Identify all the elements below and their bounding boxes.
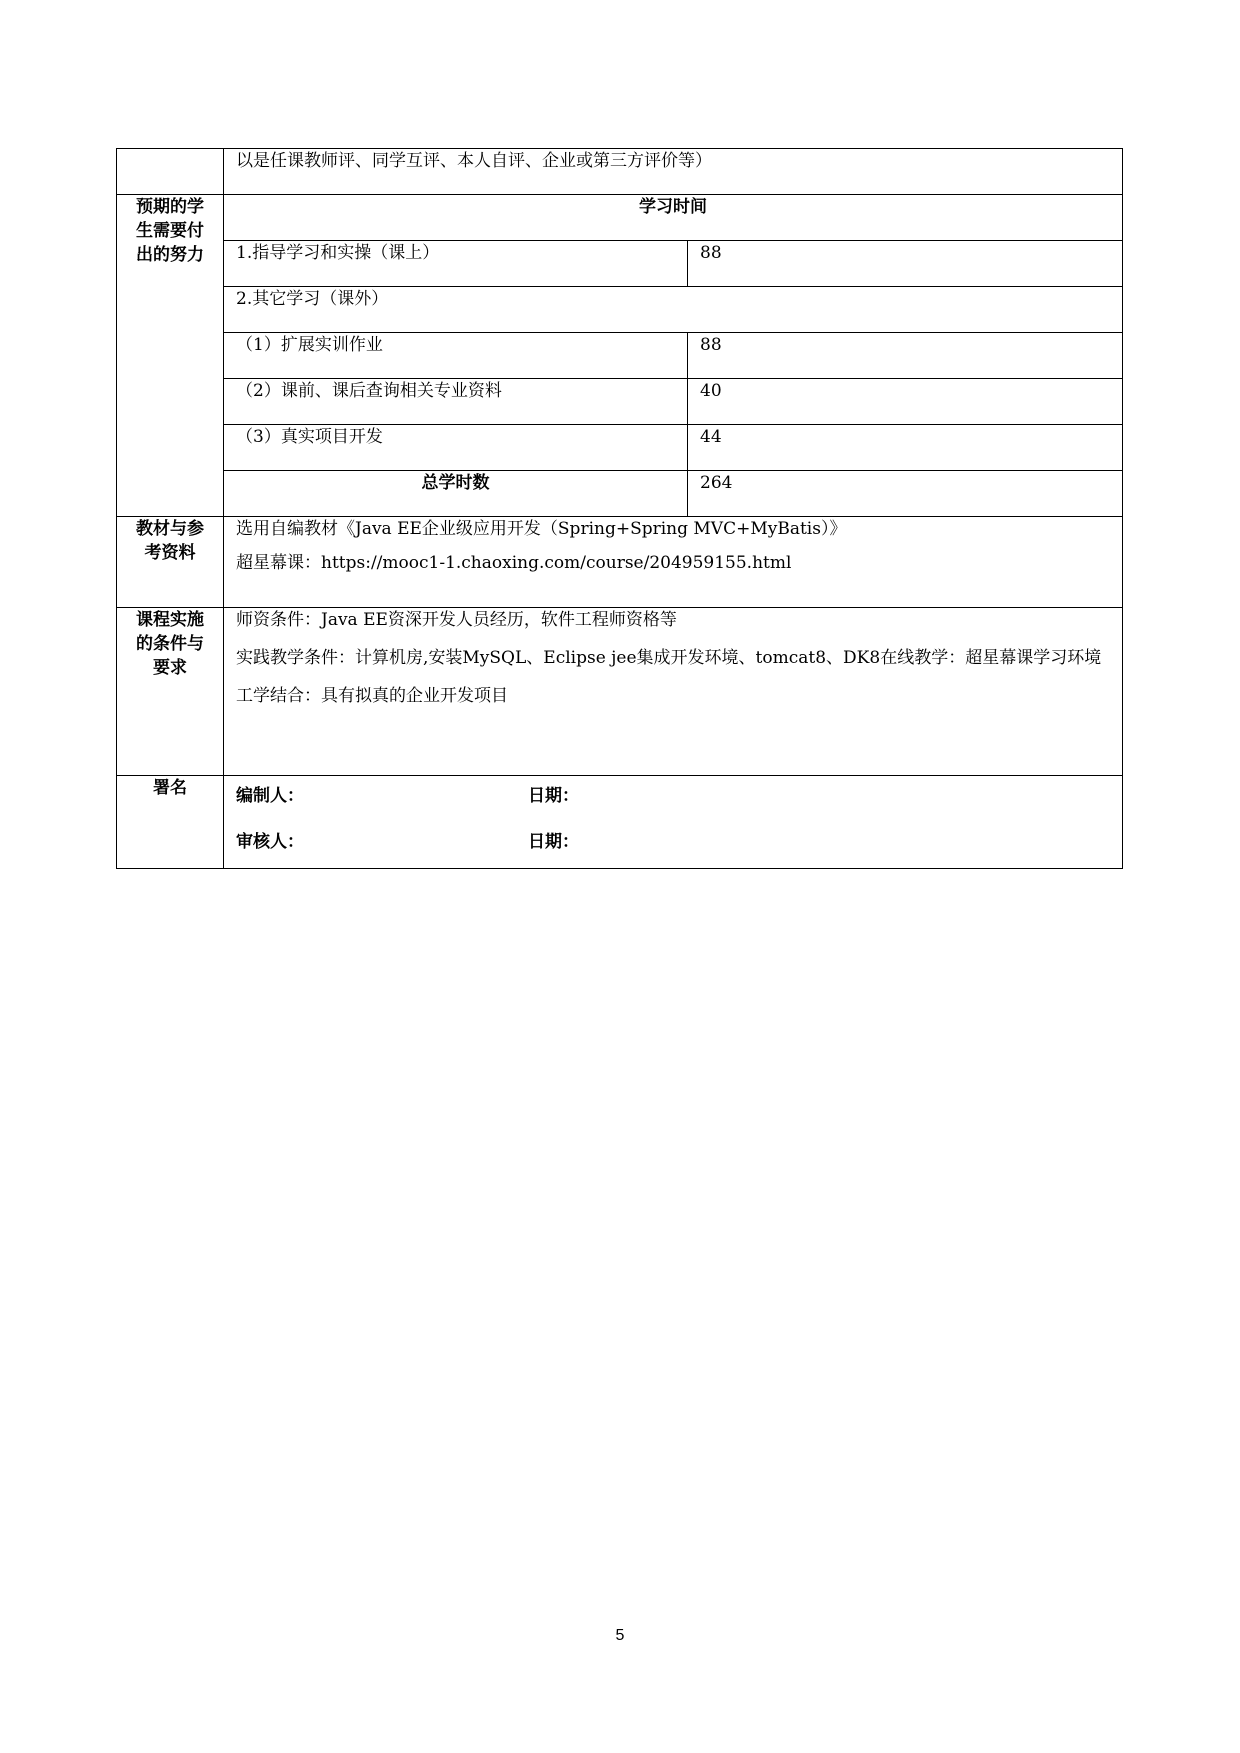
materials-label: 教材与参考资料 xyxy=(117,517,224,608)
compiler-line xyxy=(236,776,1110,822)
effort-row xyxy=(117,379,1123,425)
course-info-table xyxy=(116,148,1123,869)
effort-row xyxy=(117,333,1123,379)
effort-item-name: （1）扩展实训作业 xyxy=(224,333,688,379)
study-time-header: 学习时间 xyxy=(224,195,1123,241)
total-hours-label: 总学时数 xyxy=(224,471,688,517)
effort-row xyxy=(117,241,1123,287)
signature-row xyxy=(117,776,1123,869)
practice-condition-line: 实践教学条件：计算机房,安装MySQL、Eclipse jee集成开发环境、tomcat8、DK8在线教学：超星幕课学习环境 xyxy=(236,648,1102,668)
effort-item-name: （3）真实项目开发 xyxy=(224,425,688,471)
effort-total-row xyxy=(117,471,1123,517)
effort-header-row xyxy=(117,195,1123,241)
effort-label: 预期的学生需要付出的努力 xyxy=(117,195,224,517)
effort-item-name: 2.其它学习（课外） xyxy=(224,287,1123,333)
effort-item-name: （2）课前、课后查询相关专业资料 xyxy=(224,379,688,425)
effort-row xyxy=(117,287,1123,333)
materials-content xyxy=(224,517,1123,608)
reviewer-date-label: 日期： xyxy=(528,832,579,852)
assessment-continuation-row xyxy=(117,149,1123,195)
signature-label: 署名 xyxy=(117,776,224,869)
compiler-label: 编制人： xyxy=(236,786,304,806)
textbook-line: 选用自编教材《Java EE企业级应用开发（Spring+Spring MVC+MyBatis）》 xyxy=(236,519,847,539)
effort-item-hours: 40 xyxy=(688,379,1123,425)
teacher-condition-line: 师资条件：Java EE资深开发人员经历，软件工程师资格等 xyxy=(236,610,677,630)
conditions-content xyxy=(224,608,1123,776)
effort-item-name: 1.指导学习和实操（课上） xyxy=(224,241,688,287)
work-study-line: 工学结合：具有拟真的企业开发项目 xyxy=(236,686,508,706)
empty-label-cell xyxy=(117,149,224,195)
reviewer-label: 审核人： xyxy=(236,832,304,852)
materials-row xyxy=(117,517,1123,608)
effort-item-hours: 88 xyxy=(688,333,1123,379)
compiler-date-label: 日期： xyxy=(528,786,579,806)
effort-item-hours: 44 xyxy=(688,425,1123,471)
total-hours-value: 264 xyxy=(688,471,1123,517)
effort-item-hours: 88 xyxy=(688,241,1123,287)
effort-row xyxy=(117,425,1123,471)
page-number: 5 xyxy=(615,1627,625,1644)
conditions-row xyxy=(117,608,1123,776)
conditions-label: 课程实施的条件与要求 xyxy=(117,608,224,776)
signature-content xyxy=(224,776,1123,869)
reviewer-line xyxy=(236,822,1110,868)
mooc-link-line: 超星幕课：https://mooc1-1.chaoxing.com/course/204959155.html xyxy=(236,553,792,573)
assessment-continuation-text: 以是任课教师评、同学互评、本人自评、企业或第三方评价等） xyxy=(224,149,1123,195)
